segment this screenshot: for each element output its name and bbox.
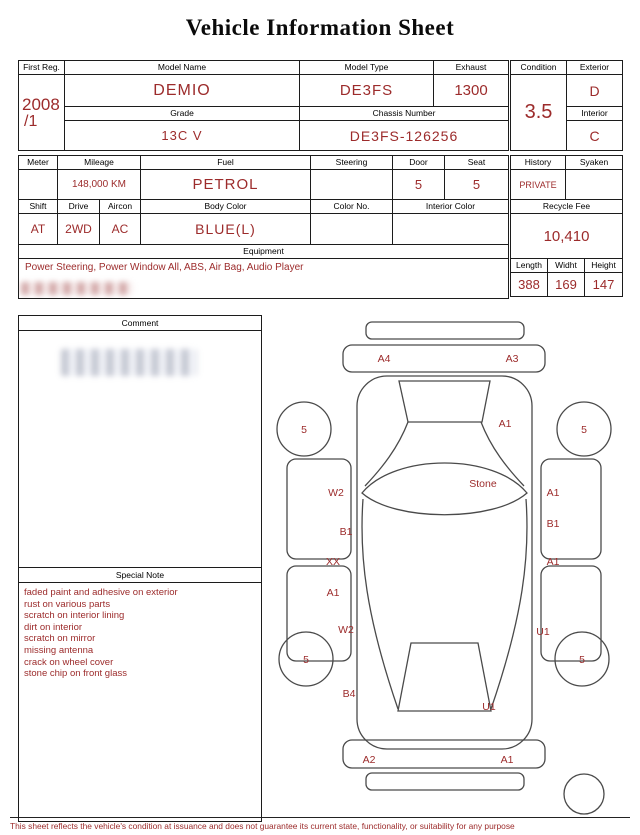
shift-label: Shift [19,200,58,214]
damage-code: U1 [482,701,496,713]
recycle-fee-label: Recycle Fee [511,200,623,214]
car-left-rear-panel [287,566,351,661]
exterior-label: Exterior [567,61,623,75]
special-note-item: rust on various parts [24,598,111,610]
damage-code: 5 [301,424,307,436]
damage-code: W2 [328,487,344,499]
fuel-label: Fuel [141,156,311,170]
damage-code: 5 [581,424,587,436]
condition-value: 3.5 [511,75,567,151]
special-note-item: stone chip on front glass [24,668,127,680]
exterior-value: D [567,75,623,107]
car-windshield [362,463,527,515]
color-no-value [311,214,393,245]
history-value: PRIVATE [511,170,566,200]
car-hood-window [399,381,490,422]
vehicle-damage-diagram [262,316,634,822]
mileage-label: Mileage [58,156,141,170]
height-value: 147 [585,273,623,297]
car-cabin-line-right [491,499,527,709]
equipment-value [19,259,509,299]
equipment-label: Equipment [19,245,509,259]
model-type-label: Model Type [300,61,434,75]
model-type-value: DE3FS [300,75,434,107]
exhaust-value: 1300 [434,75,509,107]
redacted-blur [61,349,197,376]
damage-code: A1 [326,587,340,599]
special-note-item: scratch on interior lining [24,610,125,622]
damage-code: B4 [342,688,356,700]
meter-value [19,170,58,200]
first-reg-label: First Reg. [19,61,65,75]
damage-code: W2 [338,624,354,636]
width-label: Widht [548,259,585,273]
chassis-number-value: DE3FS-126256 [300,121,509,151]
model-name-value: DEMIO [65,75,300,107]
special-note-item: missing antenna [24,644,94,656]
model-name-label: Model Name [65,61,300,75]
car-pillar-right [481,422,524,486]
comment-header: Comment [19,316,261,331]
history-label: History [511,156,566,170]
damage-code: 5 [579,654,585,666]
door-value: 5 [393,170,445,200]
damage-code: XX [325,556,341,568]
body-color-value: BLUE(L) [141,214,311,245]
car-cabin-line-left [362,499,398,709]
chassis-number-label: Chassis Number [300,107,509,121]
interior-value: C [567,121,623,151]
meter-label: Meter [19,156,58,170]
damage-code: A1 [500,754,514,766]
first-reg-value [19,75,65,151]
steering-label: Steering [311,156,393,170]
car-body-outline [357,376,532,749]
width-value: 169 [548,273,585,297]
history-dimensions-table [510,155,623,297]
recycle-fee-value: 10,410 [511,214,623,259]
damage-code: A1 [546,556,560,568]
seat-value: 5 [445,170,509,200]
first-reg-month: /1 [24,112,38,130]
interior-color-value [393,214,509,245]
car-left-front-panel [287,459,351,559]
drive-label: Drive [58,200,100,214]
equipment-text: Power Steering, Power Window All, ABS, Air Bag, Audio Player [25,262,304,273]
grade-label: Grade [65,107,300,121]
length-value: 388 [511,273,548,297]
exhaust-label: Exhaust [434,61,509,75]
first-reg-year: 2008 [22,94,60,114]
car-rear-trim [366,773,524,790]
interior-label: Interior [567,107,623,121]
seat-label: Seat [445,156,509,170]
mileage-value: 148,000 KM [58,170,141,200]
damage-code: B1 [339,526,353,538]
special-note-header: Special Note [19,568,261,583]
damage-code: A1 [498,418,512,430]
damage-code: A1 [546,487,560,499]
spare-tire [564,774,604,814]
car-pillar-left [365,422,408,486]
special-note-item: dirt on interior [24,621,83,633]
body-color-label: Body Color [141,200,311,214]
length-label: Length [511,259,548,273]
special-note-item: faded paint and adhesive on exterior [24,587,178,598]
special-note-item: scratch on mirror [24,633,96,645]
height-label: Height [585,259,623,273]
footer-disclaimer: This sheet reflects the vehicle's condition at issuance and does not guarantee its current state, functionality, or suitability for any purpose [10,817,630,831]
car-right-rear-panel [541,566,601,661]
damage-code: A4 [377,353,391,365]
redacted-blur [21,282,133,295]
damage-code: 5 [303,654,309,666]
condition-label: Condition [511,61,567,75]
grade-value: 13C V [65,121,300,151]
page-title: Vehicle Information Sheet [185,15,455,40]
car-front-trim [366,322,524,339]
vehicle-identity-table [18,60,509,151]
syaken-label: Syaken [566,156,623,170]
aircon-value: AC [100,214,141,245]
shift-value: AT [19,214,58,245]
damage-code: Stone [469,478,497,490]
vehicle-spec-table [18,155,509,299]
special-note-list [19,583,261,680]
door-label: Door [393,156,445,170]
fuel-value: PETROL [141,170,311,200]
comment-section [18,315,262,570]
damage-code: U1 [536,626,550,638]
car-rear-window [398,643,491,711]
damage-code: B1 [546,518,560,530]
damage-code: A2 [362,754,376,766]
aircon-label: Aircon [100,200,141,214]
special-note-item: crack on wheel cover [24,656,114,668]
special-note-section [18,567,262,822]
syaken-value [566,170,623,200]
interior-color-label: Interior Color [393,200,509,214]
damage-code: A3 [505,353,519,365]
comment-body [19,331,261,569]
condition-table [510,60,623,151]
car-right-front-panel [541,459,601,559]
steering-value [311,170,393,200]
color-no-label: Color No. [311,200,393,214]
drive-value: 2WD [58,214,100,245]
